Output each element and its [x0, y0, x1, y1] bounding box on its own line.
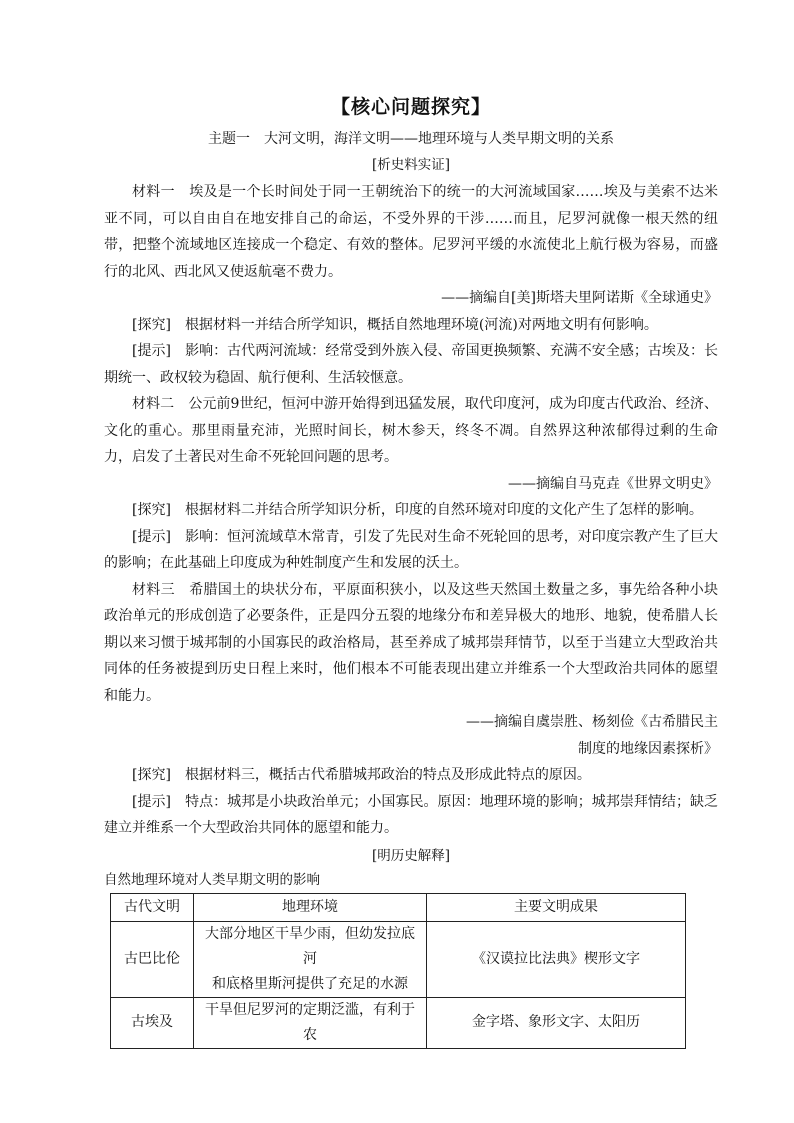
material3-source-line2: 制度的地缘因素探析》 — [578, 740, 718, 757]
material3-source-line1: ——摘编自虞崇胜、杨刻俭《古希腊民主 — [466, 714, 718, 730]
table-header-cell: 地理环境 — [194, 893, 427, 921]
page-heading: 【核心问题探究】 — [330, 96, 491, 118]
hint-text: 影响：恒河流域草木常青，引发了先民对生命不死轮回的思考，对印度宗教产生了巨大的影响；在此基础上印度成为种姓制度产生和发展的沃土。 — [104, 528, 718, 571]
table-cell-result: 《汉谟拉比法典》楔形文字 — [427, 921, 686, 997]
question-text: 根据材料三，概括古代希腊城邦政治的特点及形成此特点的原因。 — [184, 767, 591, 783]
material1-label: 材料一 — [132, 184, 175, 200]
material1-text: 埃及是一个长时间处于同一王朝统治下的统一的大河流域国家……埃及与美索不达米亚不同，可以自由自在地安排自己的命运，不受外界的干涉……而且，尼罗河就像一根天然的纽带，把整个流域地区连接成一个稳定、有效的整体。尼罗河平缓的水流使北上航行极为容易，而盛行的北风、西北风又使返航毫不费力。 — [104, 184, 719, 280]
section-explain-tag: [明历史解释] — [371, 847, 451, 864]
env-line: 大部分地区干旱少雨，但幼发拉底河 — [205, 925, 415, 967]
table-caption: 自然地理环境对人类早期文明的影响 — [104, 871, 320, 888]
material1-source: ——摘编自[美]斯塔夫里阿诺斯《全球通史》 — [441, 290, 718, 306]
material2-source: ——摘编自马克垚《世界文明史》 — [508, 475, 718, 492]
hint-text: 特点：城邦是小块政治单元；小国寡民。原因：地理环境的影响；城邦崇拜情结；缺乏建立并维系一个大型政治共同体的愿望和能力。 — [104, 793, 718, 836]
material2-question — [104, 497, 718, 524]
material3-text: 希腊国土的块状分布，平原面积狭小，以及这些天然国土数量之多，事先给各种小块政治单元的形成创造了必要条件，正是四分五裂的地缘分布和差异极大的地形、地貌，使希腊人长期以来习惯于城邦制的小国寡民的政治格局，甚至养成了城邦崇拜情节，以至于当建立大型政治共同体的任务被提到历史日程上来时，他们根本不可能表现出建立并维系一个大型政治共同体的愿望和能力。 — [104, 581, 719, 704]
table-header-cell: 古代文明 — [111, 893, 194, 921]
question-text: 根据材料二并结合所学知识分析，印度的自然环境对印度的文化产生了怎样的影响。 — [184, 502, 703, 518]
question-label: [探究] — [132, 767, 171, 783]
table-row — [111, 997, 686, 1048]
topic-title: 主题一 大河文明，海洋文明——地理环境与人类早期文明的关系 — [208, 131, 614, 147]
hint-label: [提示] — [132, 343, 171, 359]
table-cell-civ: 古巴比伦 — [111, 921, 194, 997]
table-header-row — [111, 893, 686, 921]
table-cell-env: 干旱但尼罗河的定期泛滥，有利于农 — [194, 997, 427, 1048]
material3-hint — [104, 789, 718, 842]
material3-question — [104, 762, 718, 789]
material2-text: 公元前9世纪，恒河中游开始得到迅猛发展，取代印度河，成为印度古代政治、经济、文化的重心。那里雨量充沛，光照时间长，树木参天，终冬不凋。自然界这种浓郁得过剩的生命力，启发了土著民对生命不死轮回问题的思考。 — [104, 396, 719, 465]
environment-table — [110, 893, 686, 1049]
table-header-cell: 主要文明成果 — [427, 893, 686, 921]
material2-hint — [104, 524, 718, 577]
hint-label: [提示] — [132, 793, 171, 810]
material1-hint — [104, 338, 718, 391]
table-cell-result: 金字塔、象形文字、太阳历 — [427, 997, 686, 1048]
hint-text: 影响：古代两河流域：经常受到外族入侵、帝国更换频繁、充满不安全感；古埃及：长期统一、政权较为稳固、航行便利、生活较惬意。 — [104, 343, 718, 386]
material2-paragraph — [104, 391, 718, 471]
question-label: [探究] — [132, 316, 171, 333]
table-row — [111, 921, 686, 997]
material3-label: 材料三 — [132, 581, 175, 598]
table-cell-env — [194, 921, 427, 997]
material1-paragraph — [104, 179, 718, 285]
material3-paragraph — [104, 577, 718, 710]
material1-question — [104, 312, 718, 339]
question-text: 根据材料一并结合所学知识，概括自然地理环境(河流)对两地文明有何影响。 — [184, 316, 658, 333]
hint-label: [提示] — [132, 528, 171, 545]
material2-label: 材料二 — [132, 396, 175, 412]
section-analyze-tag: [析史料实证] — [371, 157, 451, 173]
table-cell-civ: 古埃及 — [111, 997, 194, 1048]
question-label: [探究] — [132, 502, 171, 518]
document-page — [104, 92, 718, 1049]
env-line: 和底格里斯河提供了充足的水源 — [212, 975, 408, 992]
